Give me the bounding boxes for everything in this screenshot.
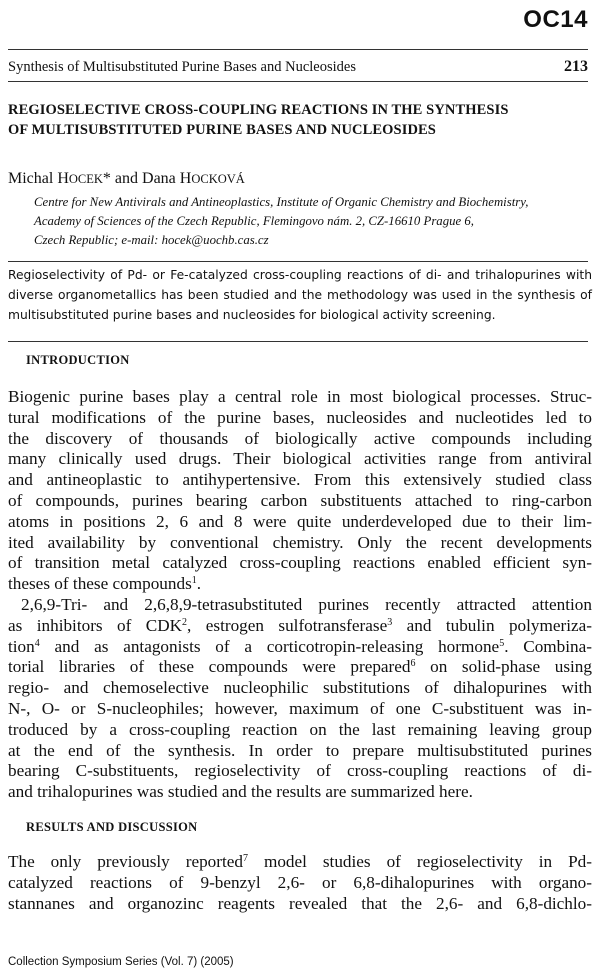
body-line: ited availability by conventional chemistry. Only the recent developments	[8, 532, 592, 552]
body-line: catalyzed reactions of 9-benzyl 2,6- or 6,8-dihalopurines with organo-	[8, 872, 592, 892]
author-surname-initial: H	[57, 170, 69, 187]
author-conjunction: and Dana	[110, 170, 180, 187]
header-rule-bottom	[8, 81, 588, 82]
body-line: and trihalopurines was studied and the results are summarized here.	[8, 782, 473, 802]
abstract-line: multisubstituted purine bases and nucleosides for biological activity screening.	[8, 308, 496, 322]
reference-superscript: 7	[242, 853, 248, 864]
reference-superscript: 4	[34, 637, 40, 649]
body-text: on solid-phase using	[415, 657, 592, 677]
abstract-rule-bottom	[8, 341, 588, 342]
abstract-rule-top	[8, 261, 588, 262]
running-header	[8, 58, 588, 76]
body-line: troduced by a cross-coupling reaction on the last remaining leaving group	[8, 719, 592, 739]
affiliation	[34, 193, 594, 250]
abstract-line: Regioselectivity of Pd- or Fe-catalyzed cross-coupling reactions of di- and trihalopurines with	[8, 268, 592, 282]
body-text: The only previously reported	[8, 852, 243, 871]
body-text: torial libraries of these compounds were prepared	[8, 657, 411, 677]
body-text: and as antagonists of a corticotropin-releasing hormone	[39, 636, 500, 656]
affiliation-line: Centre for New Antivirals and Antineoplastics, Institute of Organic Chemistry and Biochemistry,	[34, 195, 529, 209]
abstract-line: diverse organometallics has been studied and the methodology was used in the synthesis of	[8, 288, 592, 302]
body-line: N-, O- or S-nucleophiles; however, maximum of one C-substituent was in-	[8, 698, 592, 718]
body-line	[8, 574, 592, 595]
body-line: tural modifications of the purine bases, nucleosides and nucleotides led to	[8, 407, 592, 427]
body-line	[8, 616, 592, 637]
section-heading-results: RESULTS AND DISCUSSION	[26, 820, 198, 834]
body-line: many clinically used drugs. Their biological activities range from antiviral	[8, 449, 592, 469]
running-title: Synthesis of Multisubstituted Purine Bases and Nucleosides	[8, 59, 356, 75]
body-line: atoms in positions 2, 6 and 8 were quite underdeveloped due to their lim-	[8, 511, 592, 531]
reference-superscript: 3	[387, 616, 393, 628]
body-line: 2,6,9-Tri- and 2,6,8,9-tetrasubstituted purines recently attracted attention	[21, 595, 592, 614]
corresponding-mark: *	[102, 170, 111, 187]
header-rule-top	[8, 49, 588, 50]
paragraph-results	[8, 852, 592, 914]
body-line: Biogenic purine bases play a central role in most biological processes. Struc-	[8, 387, 592, 406]
author-first-name: Michal	[8, 170, 58, 187]
body-line	[8, 637, 592, 658]
body-text: and tubulin polymeriza-	[392, 615, 592, 635]
abstract	[8, 265, 592, 325]
body-line	[8, 657, 592, 678]
authors	[8, 170, 245, 188]
author-surname-initial: H	[179, 170, 192, 187]
reference-superscript: 2	[182, 616, 188, 628]
author-surname-rest: OCKOVÁ	[191, 172, 245, 186]
section-heading-introduction: INTRODUCTION	[26, 353, 130, 367]
symposium-code: OC14	[523, 6, 588, 33]
paragraph-introduction	[8, 387, 592, 595]
body-text: , estrogen sulfotransferase	[187, 615, 388, 635]
page-number: 213	[564, 58, 588, 75]
reference-superscript: 1	[191, 575, 197, 587]
body-line: regio- and chemoselective nucleophilic substitutions of dihalopurines with	[8, 678, 592, 698]
body-text: model studies of regioselectivity in Pd-	[247, 852, 592, 871]
body-text: as inhibitors of CDK	[8, 615, 183, 635]
body-line: the discovery of thousands of biologically active compounds including	[8, 428, 592, 448]
body-line: stannanes and organozinc reagents revealed that the 2,6- and 6,8-dichlo-	[8, 893, 592, 913]
reference-superscript: 6	[410, 658, 416, 670]
affiliation-line: Academy of Sciences of the Czech Republic, Flemingovo nám. 2, CZ-16610 Prague 6,	[34, 214, 474, 228]
body-text: . Combina-	[504, 636, 592, 656]
body-line: and antineoplastic to antihypertensive. From this extensively studied class	[8, 470, 592, 490]
footer-citation: Collection Symposium Series (Vol. 7) (2005)	[8, 956, 234, 968]
body-line: of transition metal catalyzed cross-coupling reactions enabled efficient syn-	[8, 553, 592, 573]
body-line: bearing C-substituents, regioselectivity of cross-coupling reactions of di-	[8, 761, 592, 781]
reference-superscript: 5	[499, 637, 505, 649]
body-text: tion	[8, 636, 35, 656]
body-line: at the end of the synthesis. In order to prepare multisubstituted purines	[8, 740, 592, 760]
affiliation-line: Czech Republic; e-mail: hocek@uochb.cas.cz	[34, 233, 269, 247]
paragraph-purines	[8, 595, 592, 803]
article-title	[8, 100, 593, 140]
title-line: REGIOSELECTIVE CROSS-COUPLING REACTIONS IN THE SYNTHESIS	[8, 102, 509, 118]
title-line: OF MULTISUBSTITUTED PURINE BASES AND NUCLEOSIDES	[8, 122, 436, 138]
author-surname-rest: OCEK	[68, 172, 103, 186]
body-text: theses of these compounds	[8, 574, 192, 594]
body-line: of compounds, purines bearing carbon substituents attached to ring-carbon	[8, 490, 592, 510]
body-line	[8, 852, 592, 873]
body-text: .	[196, 574, 202, 594]
